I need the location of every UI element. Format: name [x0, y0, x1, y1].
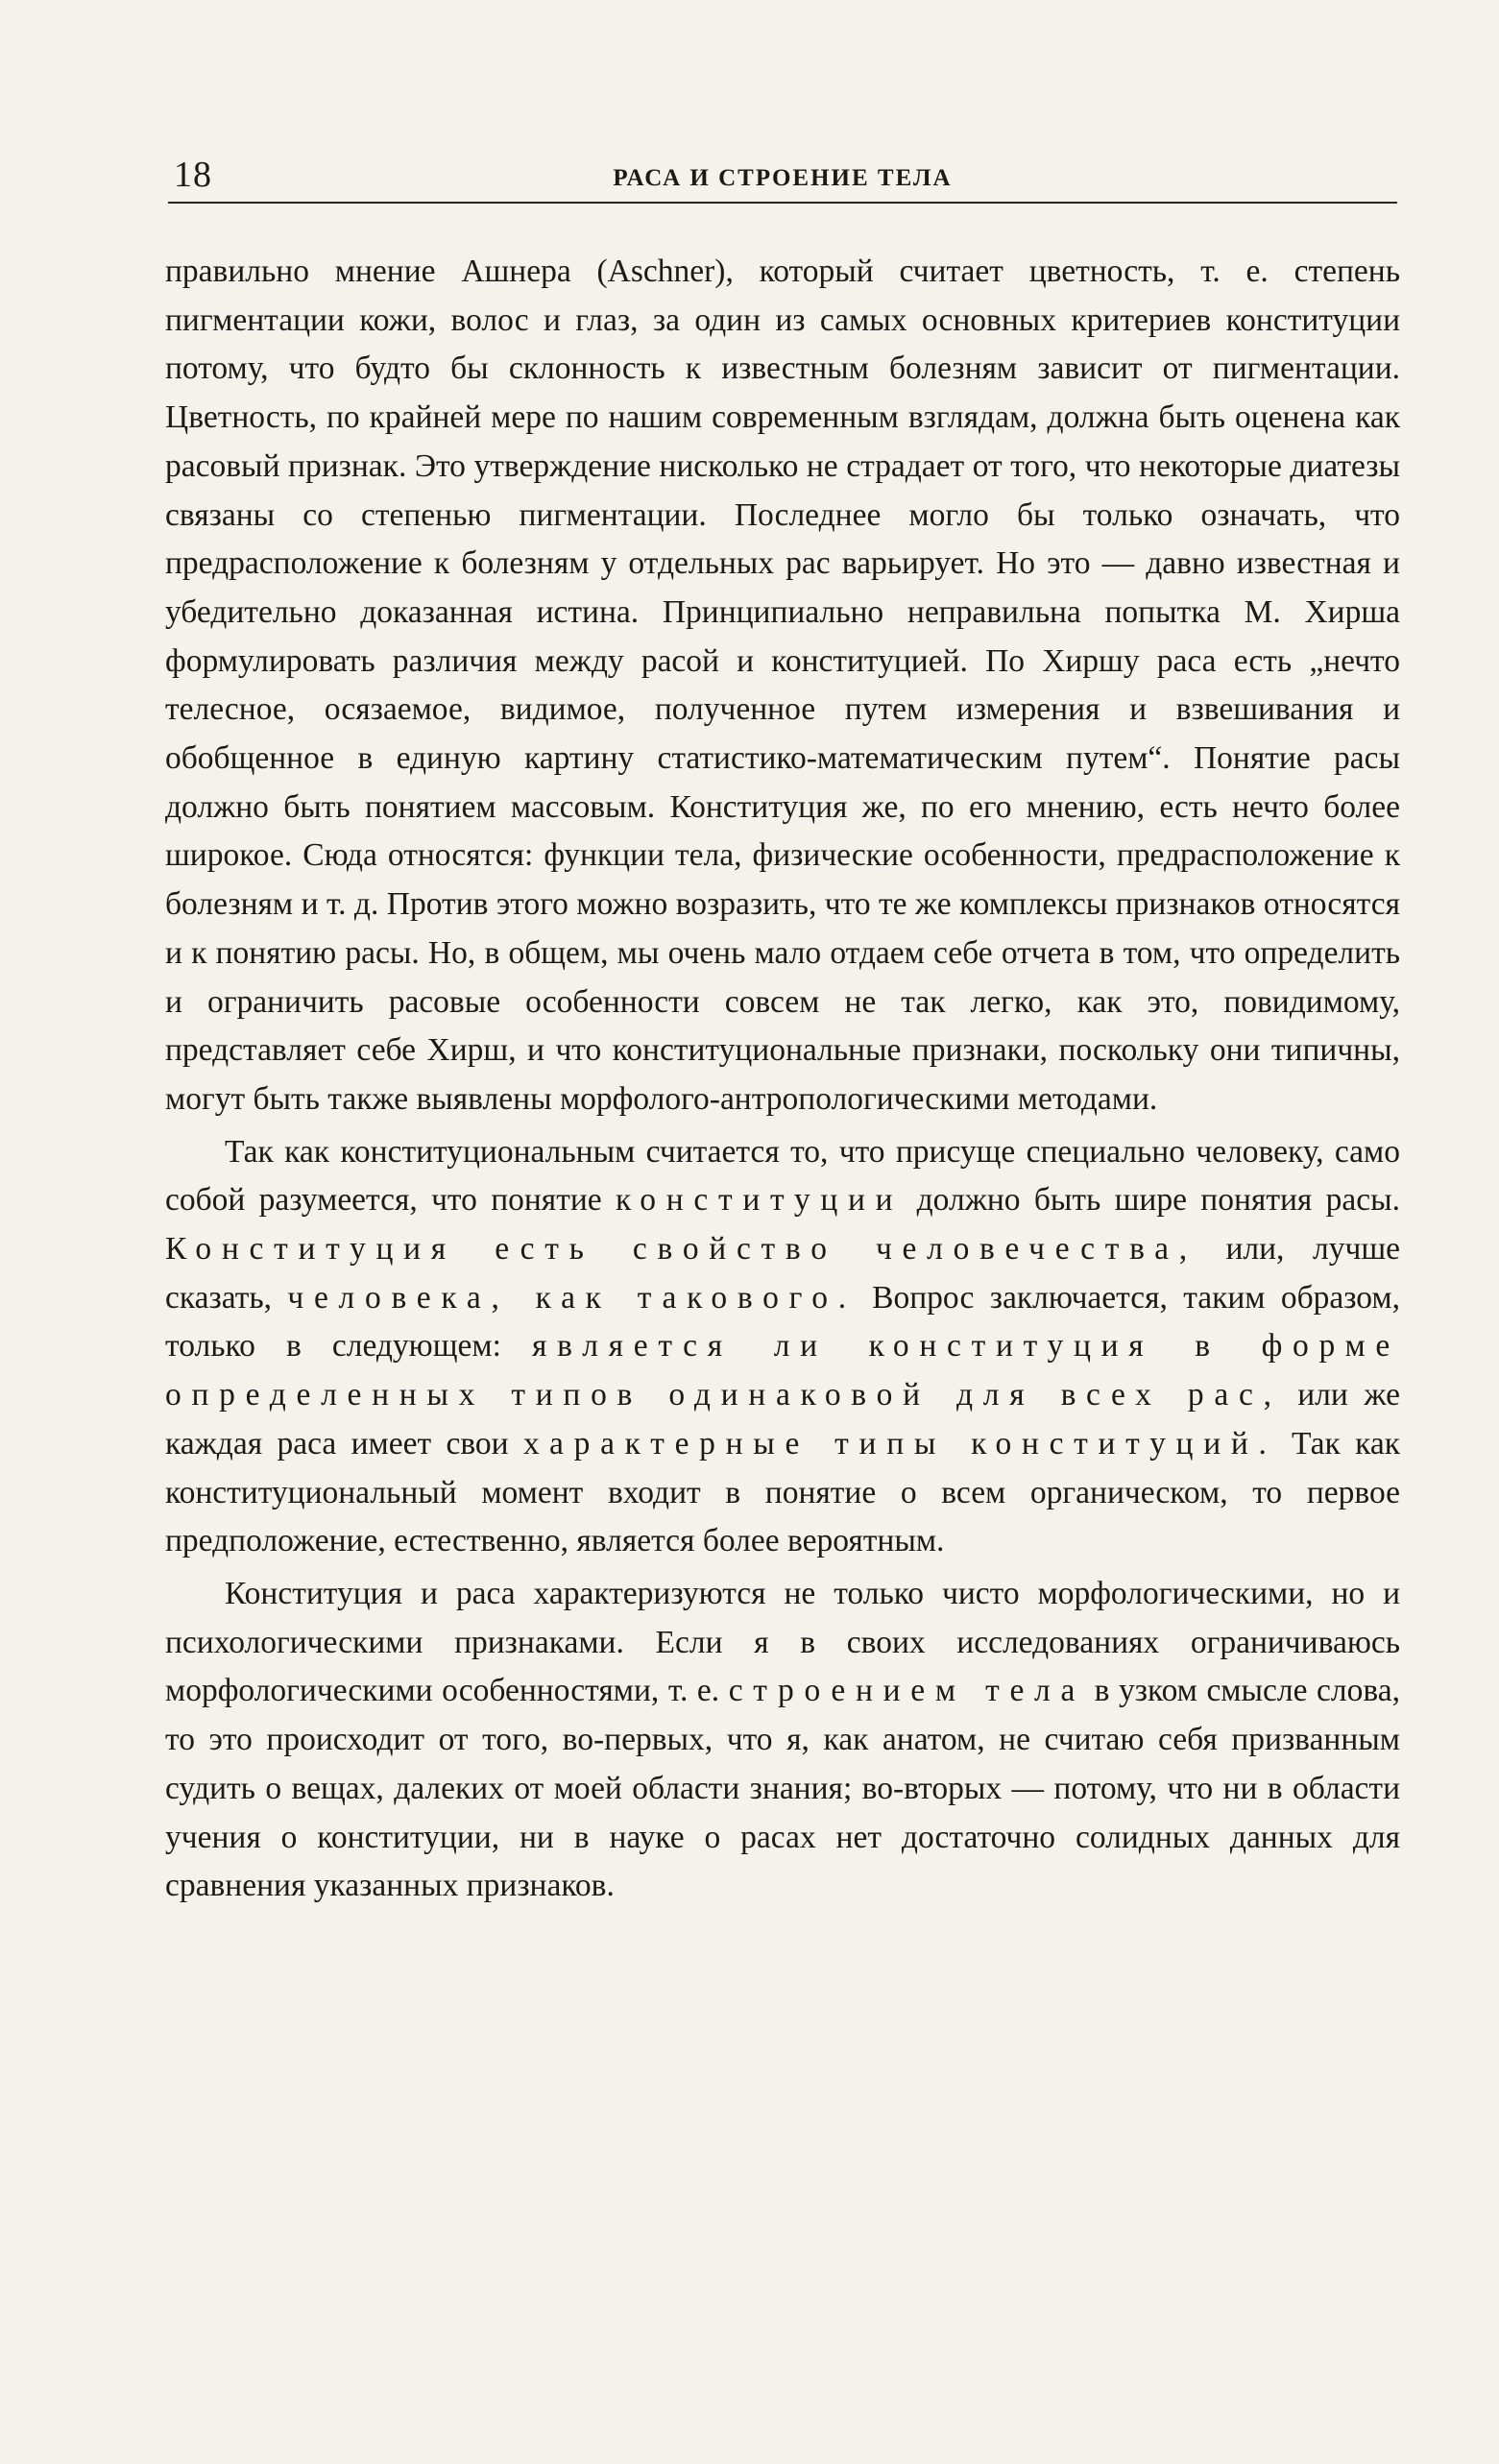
spaced-emphasis: конституции: [615, 1182, 904, 1219]
text-span: должно быть шире понятия расы.: [903, 1182, 1400, 1219]
text-span: в узком смысле слова, то это происходит от того, во-первых, что я, как анатом, не считаю себя призванным судить о вещах, далеких от моей области знания; во-вторых — потому, что ни в области учения о конституции, ни в науке о расах нет достаточно солидных данных для сравнения указанных признаков.: [165, 1673, 1400, 1904]
paragraph-2: [165, 1128, 1400, 1566]
spaced-emphasis: Конституция есть свойство человечества,: [165, 1231, 1197, 1268]
spaced-emphasis: является ли конституция в форме определенных типов одинаковой для всех рас,: [165, 1328, 1401, 1413]
paragraph-3: [165, 1570, 1400, 1911]
page-body: [165, 248, 1400, 1911]
page-header: [168, 144, 1397, 204]
paragraph-1: [165, 248, 1400, 1124]
spaced-emphasis: строением тела: [728, 1673, 1086, 1709]
text-span: правильно мнение Ашнера (Aschner), который считает цветность, т. е. степень пигментации кожи, волос и глаз, за один из самых основных критериев конституции потому, что будто бы склонность к известным болезням зависит от пигментации. Цветность, по крайней мере по нашим современным взглядам, должна быть оценена как расовый признак. Это утверждение нисколько не страдает от того, что некоторые диатезы связаны со степенью пигментации. Последнее могло бы только означать, что предрасположение к болезням у отдельных рас варьирует. Но это — давно известная и убедительно доказанная истина. Принципиально неправильна попытка М. Хирша формулировать различия между расой и конституцией. По Хиршу раса есть „нечто телесное, осязаемое, видимое, полученное путем измерения и взвешивания и обобщенное в единую картину статистико-математическим путем“. Понятие расы должно быть понятием массовым. Конституция же, по его мнению, есть нечто более широкое. Сюда относятся: функции тела, физические особенности, предрасположение к болезням и т. д. Против этого можно возразить, что те же комплексы признаков относятся и к понятию расы. Но, в общем, мы очень мало отдаем себе отчета в том, что определить и ограничить расовые особенности совсем не так легко, как это, повидимому, представляет себе Хирш, и что конституциональные признаки, поскольку они типичны, могут быть также выявлены морфолого-антропологическими методами.: [165, 254, 1400, 1117]
text-span: Так как конституциональным считается то, что присуще специально человеку, само собой разумеется, что понятие: [165, 1133, 1400, 1219]
text-span: Конституция и раса характеризуются не только чисто морфологическими, но и психологическими признаками. Если я в своих исследованиях ограничиваюсь морфологическими особенностями, т. е.: [165, 1575, 1400, 1709]
text-span: или, лучше сказать,: [165, 1231, 1400, 1316]
running-head: РАСА И СТРОЕНИЕ ТЕЛА: [613, 165, 953, 191]
text-span: или же каждая раса имеет свои: [165, 1377, 1400, 1461]
spaced-emphasis: характерные типы конституций.: [522, 1425, 1277, 1461]
text-span: Вопрос заключается, таким образом, только в следующем:: [165, 1279, 1400, 1365]
spaced-emphasis: человека, как такового.: [287, 1279, 857, 1316]
text-span: Так как конституциональный момент входит в понятие о всем органическом, то первое предположение, естественно, является более вероятным.: [165, 1425, 1401, 1559]
page-number: 18: [174, 155, 212, 195]
